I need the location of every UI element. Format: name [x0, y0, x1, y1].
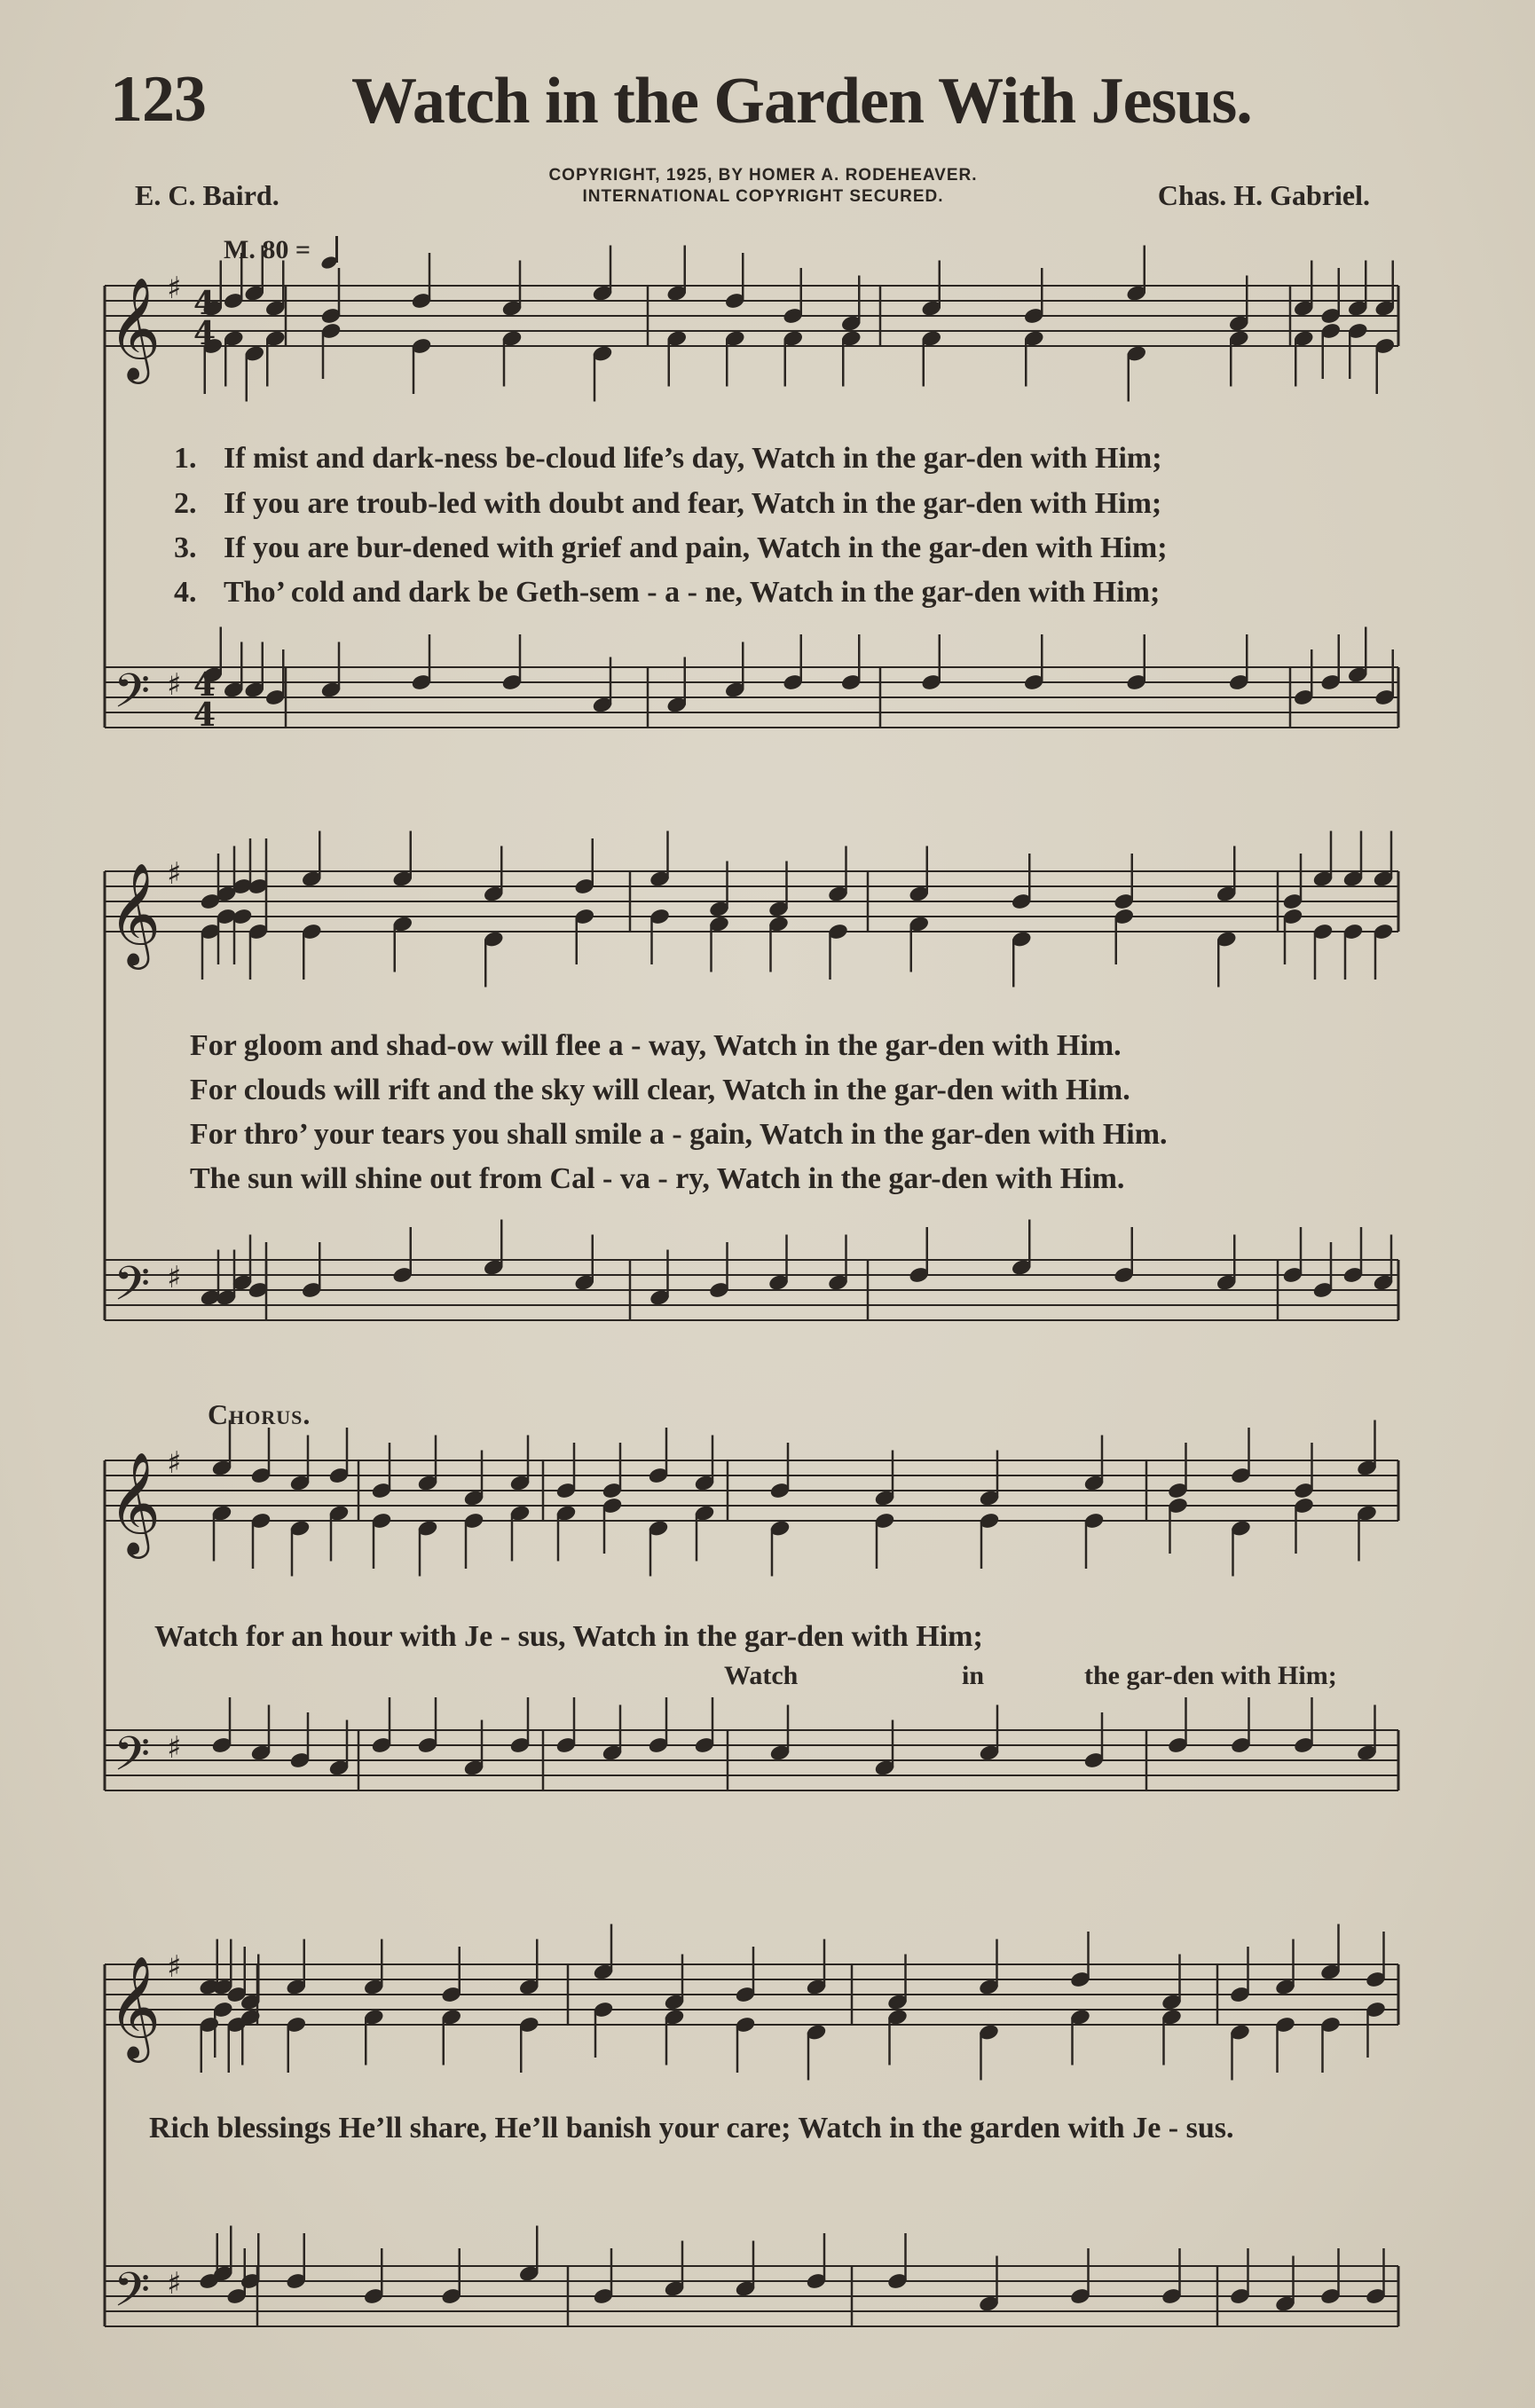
copyright-line-1: COPYRIGHT, 1925, BY HOMER A. RODEHEAVER.	[548, 166, 978, 185]
bass-clef-icon: 𝄢	[114, 2263, 151, 2329]
bass-clef-icon: 𝄢	[114, 1727, 151, 1793]
verse-3-line-1: 3. If you are bur-dened with grief and pain, Watch in the gar-den with Him;	[174, 531, 1168, 564]
verse-1-line-2: For gloom and shad-ow will flee a - way, Watch in the gar-den with Him.	[190, 1029, 1122, 1062]
hymn-number: 123	[110, 63, 206, 136]
composer-credit: Chas. H. Gabriel.	[1157, 179, 1370, 211]
chorus-alto-word-3: the gar-den with Him;	[1084, 1661, 1337, 1690]
verse-3-line-2: For thro’ your tears you shall smile a - gain, Watch in the gar-den with Him.	[190, 1118, 1168, 1151]
treble-clef-icon: 𝄞	[108, 862, 161, 965]
bass-clef-icon: 𝄢	[114, 1257, 151, 1323]
copyright-line-2: INTERNATIONAL COPYRIGHT SECURED.	[582, 187, 944, 206]
time-signature-bottom: 4	[193, 696, 216, 734]
sharp-icon: ♯	[167, 2266, 182, 2302]
time-signature-top: 4	[193, 666, 216, 704]
lyricist-credit: E. C. Baird.	[135, 179, 279, 211]
sharp-icon: ♯	[167, 271, 182, 306]
treble-clef-icon: 𝄞	[108, 276, 161, 380]
sharp-icon: ♯	[167, 667, 182, 703]
hymn-title: Watch in the Garden With Jesus.	[351, 65, 1252, 138]
time-signature-top: 4	[193, 285, 216, 322]
chorus-line-1: Watch for an hour with Je - sus, Watch in the gar-den with Him;	[154, 1620, 983, 1653]
chorus-alto-word-2: in	[962, 1661, 985, 1690]
time-signature-bottom: 4	[193, 315, 216, 352]
chorus-line-2: Rich blessings He’ll share, He’ll banish your care; Watch in the garden with Je - sus.	[149, 2112, 1234, 2144]
treble-clef-icon: 𝄞	[108, 1451, 161, 1554]
bass-clef-icon: 𝄢	[114, 665, 151, 730]
sharp-icon: ♯	[167, 1949, 182, 1985]
chorus-alto-word-1: Watch	[724, 1661, 799, 1690]
sharp-icon: ♯	[167, 1730, 182, 1766]
verse-4-line-1: 4. Tho’ cold and dark be Geth-sem - a - ne, Watch in the gar-den with Him;	[174, 576, 1161, 609]
verse-2-line-2: For clouds will rift and the sky will clear, Watch in the gar-den with Him.	[190, 1074, 1130, 1106]
verse-4-line-2: The sun will shine out from Cal - va - ry, Watch in the gar-den with Him.	[190, 1162, 1125, 1195]
sharp-icon: ♯	[167, 1260, 182, 1295]
sharp-icon: ♯	[167, 1445, 182, 1481]
treble-clef-icon: 𝄞	[108, 1955, 161, 2058]
metronome-text: M. 80 =	[224, 234, 311, 264]
verse-2-line-1: 2. If you are troub-led with doubt and fear, Watch in the gar-den with Him;	[174, 487, 1162, 520]
chorus-label: Chorus.	[208, 1398, 311, 1430]
sharp-icon: ♯	[167, 856, 182, 892]
verse-1-line-1: 1. If mist and dark-ness be-cloud life’s day, Watch in the gar-den with Him;	[174, 442, 1162, 475]
